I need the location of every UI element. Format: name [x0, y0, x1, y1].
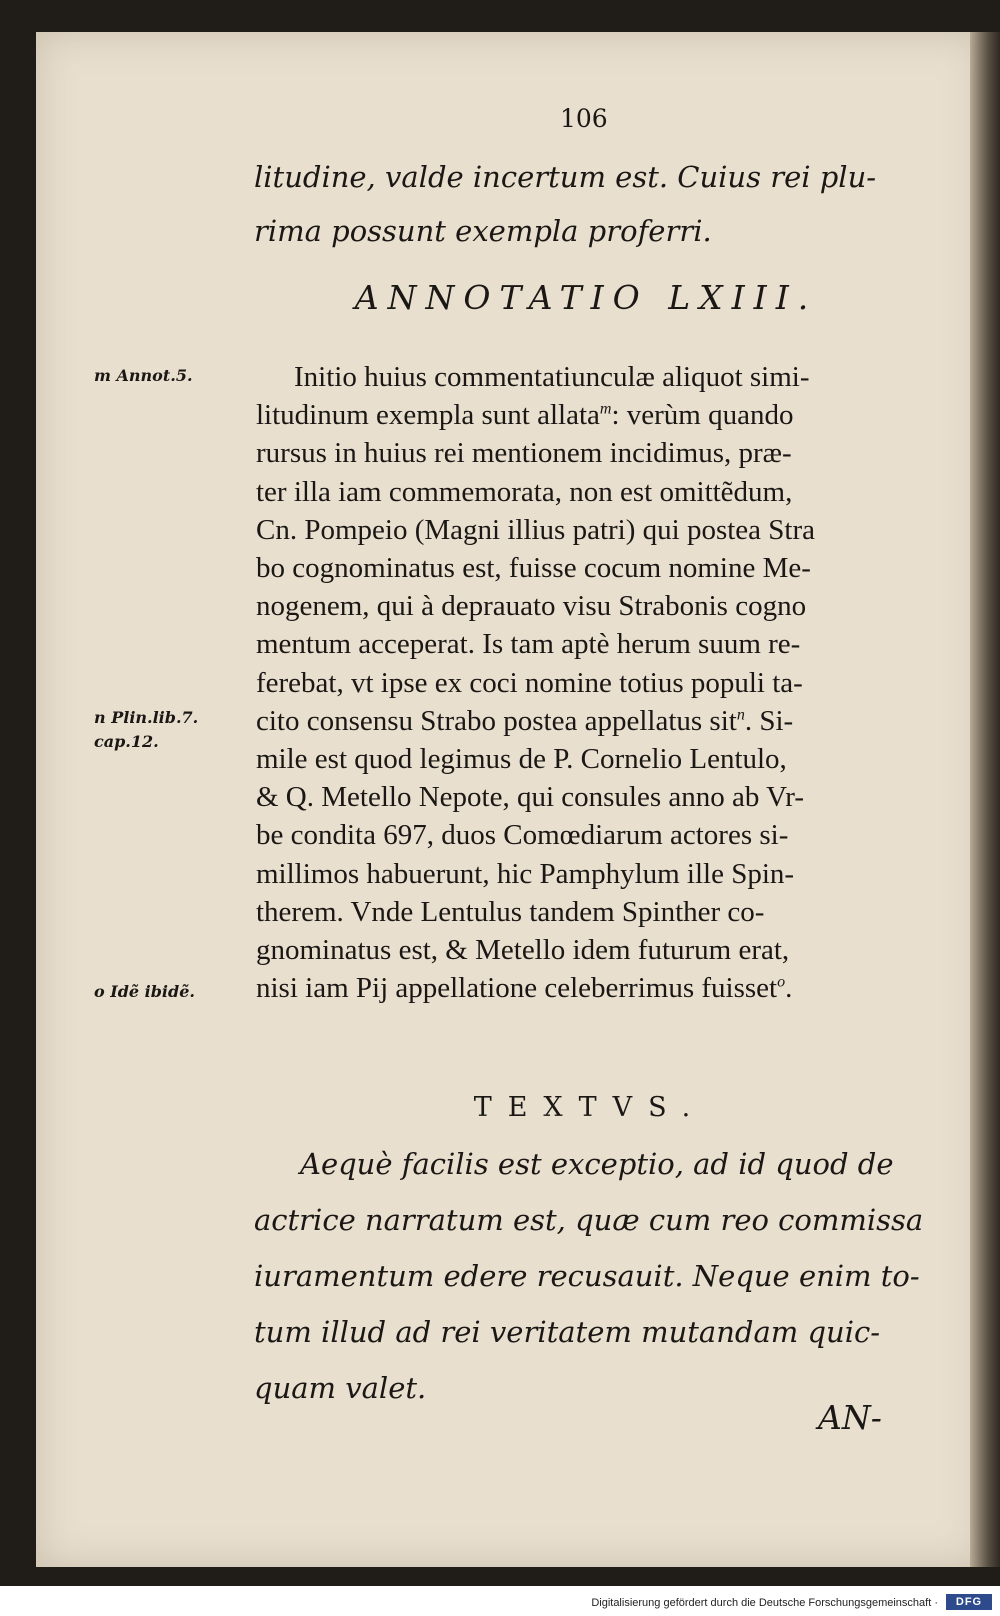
body-line-6: bo cognominatus est, fuisse cocum nomine Me-: [256, 552, 811, 585]
body-line-7: nogenem, qui à deprauato visu Strabonis cogno: [256, 590, 807, 623]
body-line-14: millimos habuerunt, hic Pamphylum ille Spin-: [256, 857, 795, 890]
footnote-marker-n: n: [736, 706, 745, 724]
book-spine: [970, 32, 1000, 1567]
body-line-10: [256, 702, 920, 740]
body-line-12: & Q. Metello Nepote, qui consules anno ab Vr-: [256, 781, 805, 814]
body-line-16: gnominatus est, & Metello idem futurum erat,: [256, 934, 790, 967]
textus-line-3: iuramentum edere recusauit. Neque enim to-: [254, 1259, 920, 1293]
annotation-heading: ANNOTATIO LXIII.: [354, 278, 818, 317]
continued-text: [254, 150, 918, 258]
body-line-13: be condita 697, duos Comœdiarum actores si-: [256, 819, 789, 852]
body-line-17: [256, 969, 920, 1007]
textus-body: [254, 1136, 924, 1416]
annotation-body: [256, 358, 920, 1007]
margin-note-m: m Annot.5.: [94, 366, 193, 385]
body-line-10-rest: . Si-: [744, 704, 794, 737]
body-line-9: ferebat, vt ipse ex coci nomine totius populi ta-: [256, 666, 803, 699]
footer-strip: [0, 1586, 1000, 1616]
body-line-1: Initio huius commentatiunculæ aliquot simi-: [294, 361, 810, 393]
footer-funding-note: Digitalisierung gefördert durch die Deutsche Forschungsgemeinschaft ·: [591, 1597, 938, 1609]
page-number: 106: [560, 104, 608, 133]
body-line-3: rursus in huius rei mentionem incidimus, præ-: [256, 437, 792, 470]
body-line-2-text: litudinum exempla sunt allata: [256, 399, 600, 432]
margin-note-n-line1: n Plin.lib.7.: [94, 708, 199, 727]
continued-line-1: litudine, valde incertum est. Cuius rei plu-: [254, 160, 877, 194]
textus-line-5: quam valet.: [254, 1371, 427, 1405]
body-line-2: [256, 396, 920, 434]
body-line-11: mile est quod legimus de P. Cornelio Lentulo,: [256, 743, 787, 776]
textus-line-1: Aequè facilis est exceptio, ad id quod de: [300, 1147, 894, 1181]
dfg-logo: DFG: [946, 1594, 992, 1610]
textus-line-2: actrice narratum est, quæ cum reo commissa: [254, 1203, 924, 1237]
body-line-10-text: cito consensu Strabo postea appellatus sit: [256, 704, 737, 737]
textus-heading: TEXTVS.: [473, 1092, 707, 1123]
body-line-8: mentum acceperat. Is tam aptè herum suum re-: [256, 628, 801, 661]
footnote-marker-o: o: [777, 973, 786, 991]
body-line-17-text: nisi iam Pij appellatione celeberrimus fuisset: [256, 972, 778, 1005]
margin-note-o: o Idẽ ibidẽ.: [94, 982, 195, 1001]
catchword: AN-: [818, 1398, 882, 1437]
body-line-4: ter illa iam commemorata, non est omittẽdum,: [256, 475, 793, 508]
textus-line-4: tum illud ad rei veritatem mutandam quic-: [254, 1315, 881, 1349]
body-line-15: therem. Vnde Lentulus tandem Spinther co-: [256, 895, 765, 928]
continued-line-2: rima possunt exempla proferri.: [254, 214, 712, 248]
body-line-5: Cn. Pompeio (Magni illius patri) qui postea Stra: [256, 513, 816, 546]
body-line-2-rest: : verùm quando: [611, 399, 794, 432]
body-line-17-rest: .: [785, 972, 793, 1005]
footnote-marker-m: m: [599, 400, 612, 418]
margin-note-n-line2: cap.12.: [94, 732, 159, 751]
